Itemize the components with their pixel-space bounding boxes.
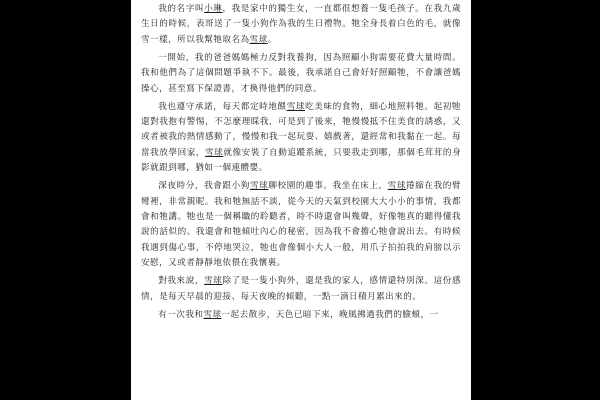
underlined-name: 雪球 [249,34,268,45]
text-run: 深夜時分，我會跟小狗 [158,181,250,192]
underlined-name: 雪球 [204,276,223,287]
text-run: 捲縮在我的臂彎裡，非常親昵。我和牠無話不談，從今天的天氣到校園大大小小的事情，我都會和牠講。牠也是一個稱職的聆聽者，時不時還會叫幾聲，好像牠真的聽得懂我說的話似的。我還會和牠傾吐內心的秘密，因為我不會擔心牠會說出去。有時候我遇到傷心事，不停地哭泣，牠也會像個小大人一般，用爪子拍拍我的肩膀以示安慰，又或者靜靜地依偎在我懷裏。 [141,181,461,269]
text-run: 有一次我和 [158,309,204,320]
text-run: 吃美味的食物，細心地照料牠。起初牠還對我抱有警惕，不怎麼理睬我，可是到了後來，牠慢慢抵不住美食的誘惑，又或者被我的熱情感動了，慢慢和我一起玩耍、嬉戲著，還經常和我黏在一起。每當我放學回家， [141,101,461,158]
underlined-name: 雪球 [286,101,306,112]
document-body [141,2,461,326]
paragraph-3 [141,100,461,177]
text-run: ，我是家中的獨生女，一直都很想養一隻毛孩子。在我九歲生日的時候，表哥送了一隻小狗作為我的生日禮物。牠全身長着白色的毛，就像雪一樣，所以我幫牠取名為 [141,4,461,45]
paragraph-2 [141,51,461,97]
text-run: 一開始，我的爸爸媽媽極力反對我養狗，因為照顧小狗需要花費大量時間。我和他們為了這個問題爭執不下。最後，我承諾自己會好好照顧牠，不會讓爸媽操心，甚至寫下保證書，才換得他們的同意。 [141,52,461,94]
underlined-name: 小琳 [204,4,223,14]
underlined-name: 雪球 [205,147,224,158]
paragraph-1 [141,2,461,48]
underlined-name: 雪球 [203,309,222,320]
text-run: 就像安裝了自動追蹤系統，只要我走到哪，那個毛茸茸的身影就跟到哪，猶如一個連體嬰。 [141,147,462,174]
text-run: 除了是一隻小狗外，還是我的家人，感情還特別深。這份感情，是每天早晨的迎接、每天夜晚的傾聽，一點一滴日積月累出來的。 [141,276,461,302]
paragraph-4 [141,179,461,271]
paragraph-6 [141,308,461,323]
text-run: 我也遵守承諾，每天都定時地餵 [158,101,287,112]
paragraph-5 [141,274,461,305]
document-page [131,0,471,400]
text-run: 對我來說， [158,276,205,287]
underlined-name: 雪球 [387,181,407,192]
text-run: 。 [267,34,277,45]
text-run: 一起去散步，天色已暗下來，晚風拂過我們的臉頰，一 [221,309,439,320]
underlined-name: 雪球 [249,181,269,192]
text-run: 我的名字叫 [158,4,205,14]
text-run: 聊校園的趣事。我坐在床上， [268,181,388,192]
